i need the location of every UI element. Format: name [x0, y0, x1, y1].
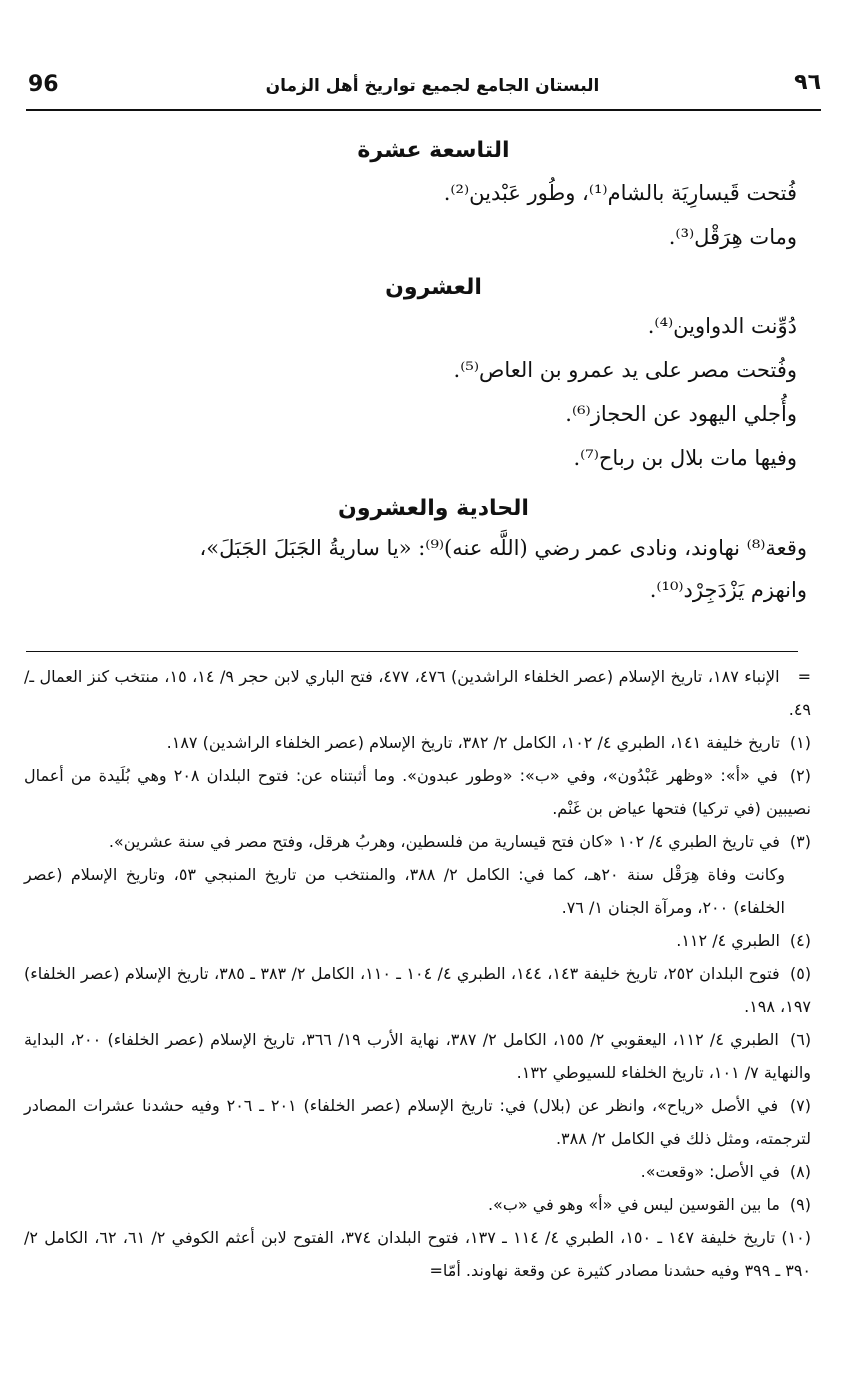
footnote — [24, 1188, 811, 1221]
footnote-label: (٣) — [789, 832, 811, 851]
page-number-latin: 96 — [28, 72, 59, 97]
page-header — [24, 64, 821, 104]
footnote-text: في «أ»: «وظهر عَبْدُون»، وفي «ب»: «وطور عبدون». وما أثبتناه عن: فتوح البلدان ٢٠٨ وهي بُلَيدة من أعمال نصيبين (في تركيا) فتحها عياض بن غَنْم. — [24, 766, 811, 818]
footnote — [24, 759, 811, 825]
text-line: وأُجلي اليهود عن الحجاز⁽⁶⁾. — [565, 402, 797, 426]
footnote-text: في تاريخ الطبري ٤/ ١٠٢ «كان فتح قيسارية من فلسطين، وهربُ هرقل، وفتح مصر في سنة عشرين». — [108, 832, 780, 851]
main-text — [60, 130, 807, 611]
text-line: ومات هِرَقْل⁽³⁾. — [668, 225, 797, 249]
footnote-rule — [26, 651, 798, 652]
header-rule — [26, 109, 821, 111]
footnote-text: تاريخ خليفة ١٤١، الطبري ٤/ ١٠٢، الكامل ٢/ ٣٨٢، تاريخ الإسلام (عصر الخلفاء الراشدين) ١٨٧. — [166, 733, 780, 752]
footnote-label: (١٠) — [781, 1228, 812, 1247]
footnote-label: (٦) — [789, 1030, 812, 1049]
footnote-text: ما بين القوسين ليس في «أ» وهو في «ب». — [487, 1195, 780, 1214]
footnote — [24, 924, 811, 957]
footnotes — [24, 660, 811, 1287]
footnote — [24, 957, 811, 1023]
section-heading-19: التاسعة عشرة — [357, 138, 510, 163]
text-line: وفُتحت مصر على يد عمرو بن العاص⁽⁵⁾. — [453, 358, 797, 382]
footnote — [24, 825, 811, 858]
running-title: البستان الجامع لجميع تواريخ أهل الزمان — [265, 76, 600, 96]
footnote-text: الطبري ٤/ ١١٢. — [676, 931, 780, 950]
footnote — [24, 1089, 811, 1155]
text-line: وفيها مات بلال بن رباح⁽⁷⁾. — [573, 446, 797, 470]
footnote-text: في الأصل «رياح»، وانظر عن (بلال) في: تاريخ الإسلام (عصر الخلفاء) ٢٠١ ـ ٢٠٦ وفيه حشدنا عشرات المصادر لترجمته، ومثل ذلك في الكامل ٢/ ٣٨٨. — [24, 1096, 811, 1148]
footnote-label: (٧) — [789, 1096, 812, 1115]
footnote-text: تاريخ خليفة ١٤٧ ـ ١٥٠، الطبري ٤/ ١١٤ ـ ١٣٧، فتوح البلدان ٣٧٤، الفتوح لابن أعثم الكوفي ٢/ ٦١، ٦٢، الكامل ٢/ ٣٩٠ ـ ٣٩٩ وفيه حشدنا مصادر كثيرة عن وقعة نهاوند. أمّا= — [24, 1228, 811, 1280]
footnote-text: وكانت وفاة هِرَقْل سنة ٢٠هـ، كما في: الكامل ٢/ ٣٨٨، والمنتخب من تاريخ المنبجي ٥٣، وتاريخ الإسلام (عصر الخلفاء) ٢٠٠، ومرآة الجنان ١/ ٧٦. — [24, 865, 786, 917]
footnote-label: (٨) — [789, 1162, 811, 1181]
footnote-label: (١) — [789, 733, 811, 752]
footnote-label: (٩) — [789, 1195, 811, 1214]
section-heading-20: العشرون — [385, 275, 482, 300]
text-line: وقعة⁽⁸⁾ نهاوند، ونادى عمر رضي (اللَّه عنه)⁽⁹⁾: «يا ساريةُ الجَبَلَ الجَبَلَ»، — [199, 536, 807, 560]
footnote — [24, 1155, 811, 1188]
text-line: دُوِّنت الدواوين⁽⁴⁾. — [647, 314, 797, 338]
footnote — [24, 660, 811, 726]
text-line: فُتحت قَيسارِيَة بالشام⁽¹⁾، وطُور عَبْدين⁽²⁾. — [443, 181, 797, 205]
footnote-text: في الأصل: «وقعت». — [640, 1162, 780, 1181]
footnote-text: فتوح البلدان ٢٥٢، تاريخ خليفة ١٤٣، ١٤٤، الطبري ٤/ ١٠٤ ـ ١١٠، الكامل ٢/ ٣٨٣ ـ ٣٨٥، تاريخ الإسلام (عصر الخلفاء) ١٩٧، ١٩٨. — [24, 964, 811, 1016]
footnote — [24, 726, 811, 759]
footnote-text: الإنباء ١٨٧، تاريخ الإسلام (عصر الخلفاء الراشدين) ٤٧٦، ٤٧٧، فتح الباري لابن حجر ٩/ ١٤، ١٥، منتخب كنز العمال ـ/ ٤٩. — [24, 667, 811, 719]
footnote-label: (٤) — [789, 931, 811, 950]
footnote-continuation — [24, 858, 811, 924]
section-heading-21: الحادية والعشرون — [338, 496, 529, 521]
footnote-label: (٥) — [789, 964, 812, 983]
footnote — [24, 1023, 811, 1089]
text-line: وانهزم يَزْدَجِرْد⁽¹⁰⁾. — [649, 578, 807, 602]
footnote-label: (٢) — [789, 766, 811, 785]
page-number-arabic: ٩٦ — [794, 70, 821, 95]
footnote-label: = — [797, 667, 812, 686]
footnote-text: الطبري ٤/ ١١٢، اليعقوبي ٢/ ١٥٥، الكامل ٢/ ٣٨٧، نهاية الأرب ١٩/ ٣٦٦، تاريخ الإسلام (عصر الخلفاء) ٢٠٠، البداية والنهاية ٧/ ١٠١، تاريخ الخلفاء للسيوطي ١٣٢. — [24, 1030, 811, 1082]
footnote — [24, 1221, 811, 1287]
